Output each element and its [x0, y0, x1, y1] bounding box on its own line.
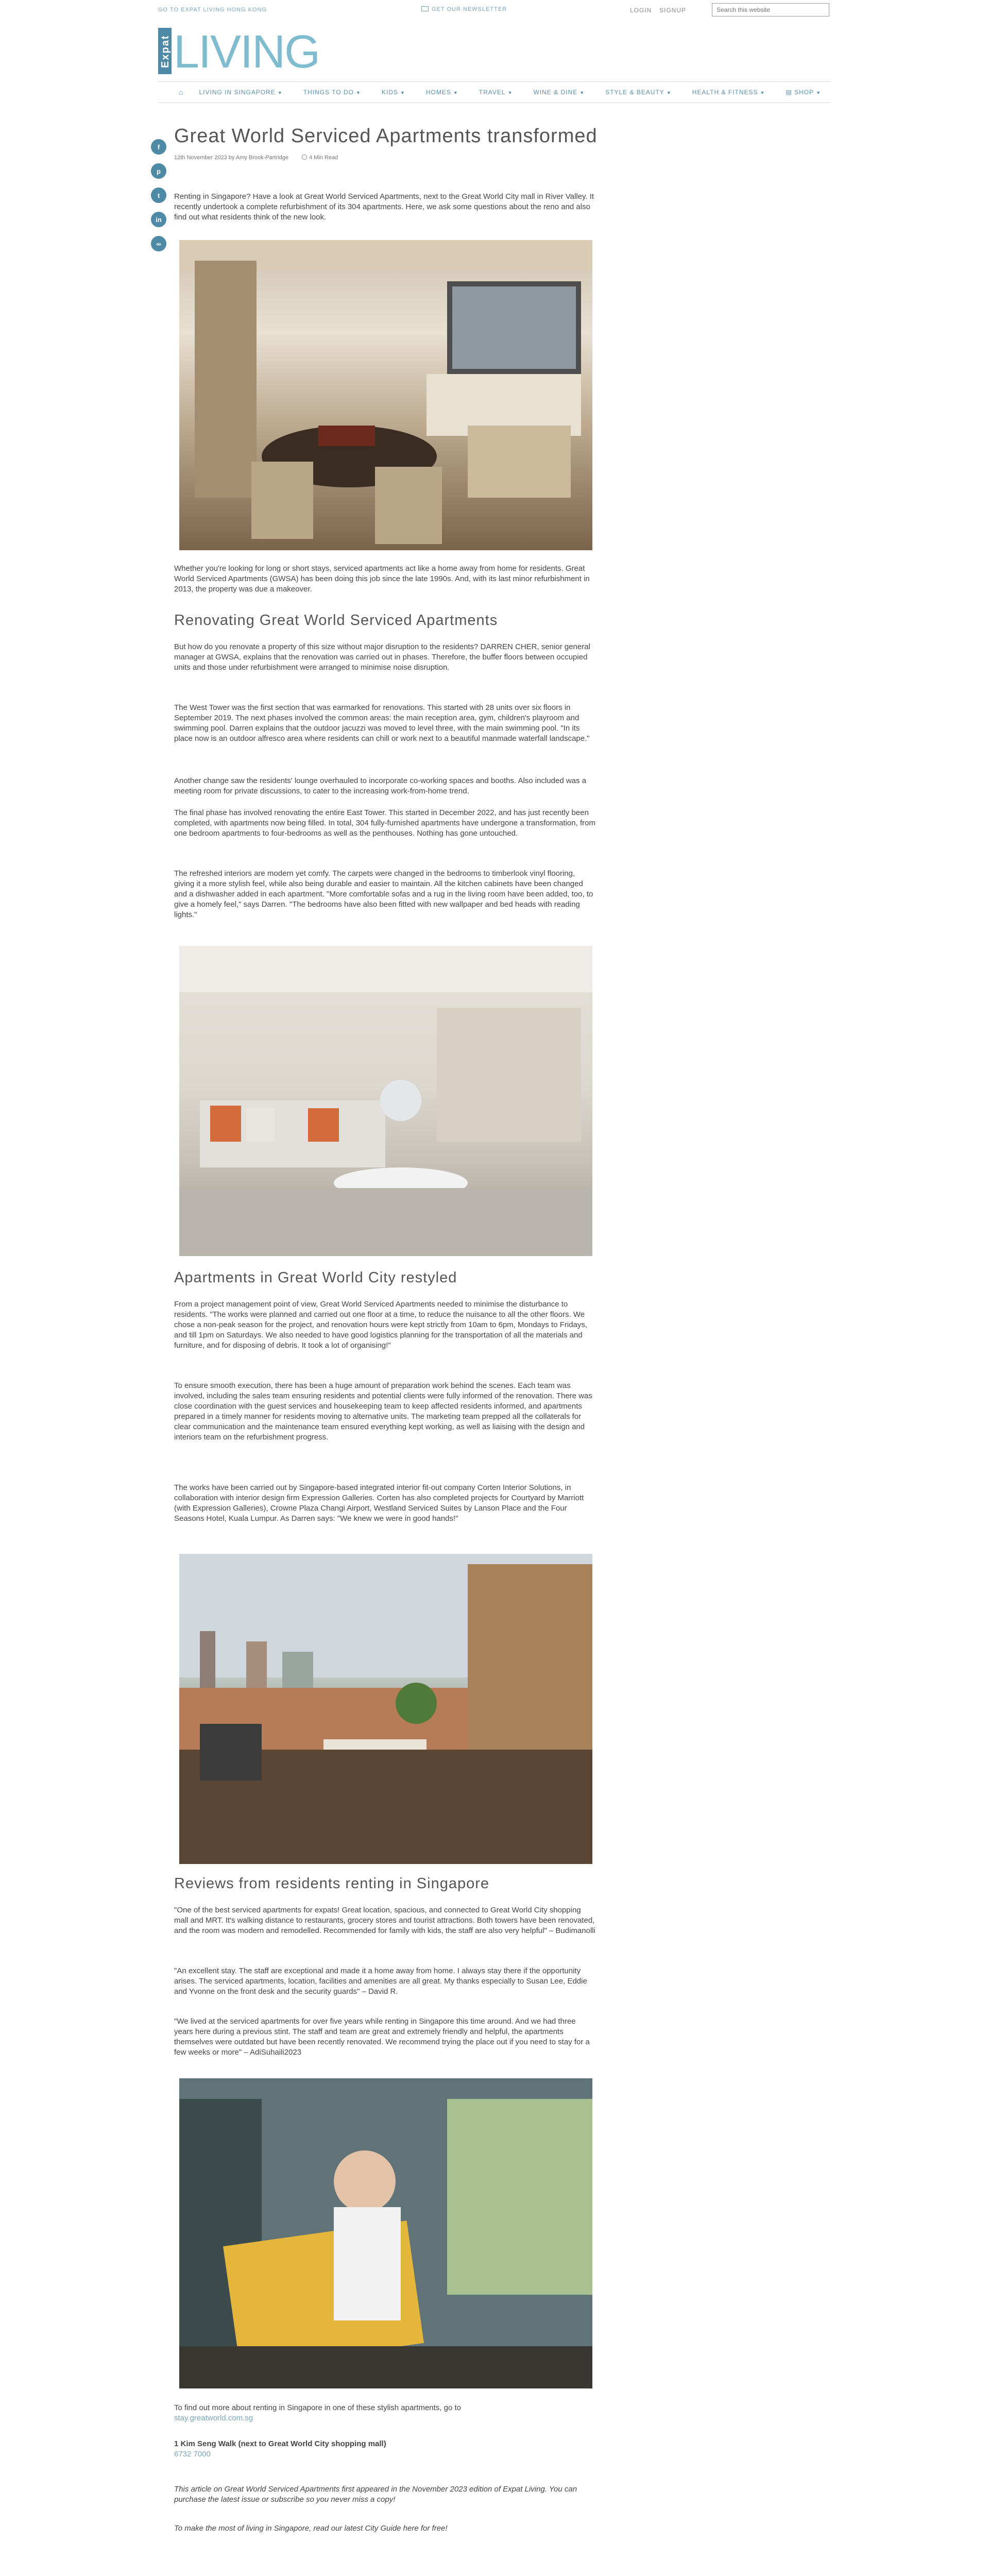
nav-item-style[interactable]: [595, 89, 682, 96]
chevron-down-icon: ▼: [453, 90, 458, 95]
clock-icon: [302, 155, 307, 160]
nav-item-shop[interactable]: [775, 89, 831, 96]
linkedin-icon[interactable]: in: [151, 212, 166, 227]
top-bar: [0, 0, 989, 21]
nav-item-living[interactable]: [189, 89, 293, 96]
site-logo[interactable]: [158, 23, 320, 79]
review: "We lived at the serviced apartments for over five years while renting in Singapore this time around. And we had three years here during a previous stint. The staff and team are great and extremely friendly and helpful, the apartments themselves were outdated but have been recently renovated. We recommend trying the place out if you need to stay for a few weeks or more" – AdiSuhaili2023: [174, 2017, 590, 2057]
chevron-down-icon: ▼: [760, 90, 765, 95]
nav-item-label: SHOP: [794, 89, 814, 96]
chevron-down-icon: ▼: [277, 90, 283, 95]
share-bar: [151, 139, 167, 260]
paragraph: Whether you're looking for long or short stays, serviced apartments act like a home away from home for residents. Great World Serviced Apartments (GWSA) has been doing this job since the late 1990s. And, with its last minor refurbishment in 2013, the property was due a makeover.: [174, 564, 590, 594]
article-title: Great World Serviced Apartments transformed: [174, 125, 598, 147]
main-nav: [158, 81, 831, 103]
phone-link[interactable]: 6732 7000: [174, 2450, 211, 2459]
search-input[interactable]: [712, 3, 829, 16]
outdoor-terrace-photo: [179, 1554, 592, 1864]
review: "One of the best serviced apartments for expats! Great location, spacious, and connected to Great World City shopping mall and MRT. It's walking distance to restaurants, grocery stores and tourist attractions. Both towers have been renovated, and the room was modern and remodelled. Recommended for family with kids, the staff are also very helpful" – Budimanolli: [174, 1906, 595, 1935]
signup-link[interactable]: SIGNUP: [659, 7, 687, 14]
chevron-down-icon: ▼: [400, 90, 405, 95]
article-meta: [174, 155, 599, 161]
chevron-down-icon: ▼: [507, 90, 513, 95]
nav-item-label: WINE & DINE: [533, 89, 578, 96]
logo-expat-text: Expat: [160, 35, 171, 68]
nav-item-label: HOMES: [425, 89, 451, 96]
website-link[interactable]: stay.greatworld.com.sg: [174, 2414, 253, 2422]
section-heading-restyle: Apartments in Great World City restyled: [174, 1269, 457, 1286]
chevron-down-icon: ▼: [816, 90, 822, 95]
nav-item-label: LIVING IN SINGAPORE: [199, 89, 276, 96]
read-time-label: 4 Min Read: [309, 155, 338, 161]
nav-item-label: STYLE & BEAUTY: [605, 89, 664, 96]
nav-item-label: TRAVEL: [479, 89, 506, 96]
find-out-text: To find out more about renting in Singapore in one of these stylish apartments, go to: [174, 2403, 462, 2412]
nav-item-kids[interactable]: [371, 89, 416, 96]
playroom-illustration: [179, 2078, 592, 2388]
nav-home[interactable]: [158, 88, 189, 96]
twitter-icon[interactable]: t: [151, 188, 166, 203]
article: [174, 124, 599, 161]
nav-item-health[interactable]: [682, 89, 776, 96]
intro-paragraph: Renting in Singapore? Have a look at Great World Serviced Apartments, next to the Great World City mall in River Valley. It recently undertook a complete refurbishment of its 304 apartments. Here, we ask some questions about the reno and also find out what residents think of the new look.: [174, 192, 594, 222]
paragraph: From a project management point of view, Great World Serviced Apartments needed to minimise the disturbance to residents. "The works were planned and carried out one floor at a time, to reduce the nuisance to all the other floors. We chose a non-peak season for the project, and renovation hours were kept strictly from 10am to 6pm, Mondays to Fridays, and till 1pm on Saturdays. We also needed to have good logistics planning for the transportation of all the materials and furniture, and for disposing of debris. It took a lot of organising!": [174, 1300, 588, 1350]
paragraph: But how do you renovate a property of this size without major disruption to the residents? DARREN CHER, senior general manager at GWSA, explains that the renovation was carried out in phases. Therefore, the buffer floors between occupied units and those under refurbishment were arranged to minimise noise disruption.: [174, 642, 590, 672]
nav-item-things[interactable]: [293, 89, 371, 96]
living-room-photo: [179, 946, 592, 1256]
paragraph: Another change saw the residents' lounge overhauled to incorporate co-working spaces and booths. Also included was a meeting room for private discussions, to cater to the increasing work-from-home trend.: [174, 776, 587, 795]
home-icon: ⌂: [179, 88, 184, 96]
nav-item-wine[interactable]: [523, 89, 595, 96]
apartment-dining-photo: [179, 240, 592, 550]
facebook-icon[interactable]: f: [151, 139, 166, 155]
address: 1 Kim Seng Walk (next to Great World City shopping mall): [174, 2439, 386, 2448]
login-link[interactable]: LOGIN: [630, 7, 652, 14]
paragraph: The refreshed interiors are modern yet comfy. The carpets were changed in the bedrooms to timberlook vinyl flooring, giving it a more stylish feel, while also being durable and easier to maintain. All the kitchen cabinets have been changed and a dishwasher added in each apartment. "More comfortable sofas and a rug in the living room have been added, too, to give a homely feel," says Darren. "The bedrooms have also been fitted with new wallpaper and bed heads with reading lights.": [174, 869, 593, 919]
terrace-illustration: [179, 1554, 592, 1864]
section-heading-reviews: Reviews from residents renting in Singapore: [174, 1875, 489, 1892]
nav-item-label: THINGS TO DO: [303, 89, 354, 96]
chevron-down-icon: ▼: [579, 90, 585, 95]
section-heading-reno: Renovating Great World Serviced Apartments: [174, 612, 498, 629]
paragraph: The works have been carried out by Singapore-based integrated interior fit-out company Corten Interior Solutions, in collaboration with interior design firm Expression Galleries. Corten has also completed projects for Courtyard by Marriott (with Expression Galleries), Crowne Plaza Changi Airport, Westland Serviced Suites by Lanson Place and the Four Seasons Hotel, Kuala Lumpur. As Darren says: "We knew we were in good hands!": [174, 1483, 584, 1523]
review: "An excellent stay. The staff are exceptional and made it a home away from home. I always stay there if the opportunity arises. The serviced apartments, location, facilities and amenities are all great. My thanks especially to Susan Lee, Eddie and Yvonne on the front desk and the security guards" – David R.: [174, 1967, 587, 1996]
mail-icon: [421, 6, 429, 11]
living-room-illustration: [179, 946, 592, 1256]
paragraph: To ensure smooth execution, there has been a huge amount of preparation work behind the scenes. Each team was involved, including the sales team ensuring residents and potential clients were fully informed of the renovation. There was close coordination with the guest services and housekeeping team to keep affected residents informed, and apartments prepared in a timely manner for residents moving to alternative units. The marketing team prepped all the collaterals for clear communication and the maintenance team ensured everything kept working, as well as liaising with the design and interiors team on the refurbishment progress.: [174, 1381, 592, 1442]
child-playroom-photo: [179, 2078, 592, 2388]
note-city-guide: To make the most of living in Singapore, read our latest City Guide here for free!: [174, 2524, 448, 2533]
logo-living-text: LIVING: [174, 26, 320, 78]
go-to-hk-link[interactable]: GO TO EXPAT LIVING HONG KONG: [158, 7, 267, 13]
nav-item-homes[interactable]: [416, 89, 469, 96]
logo-expat-block: [158, 28, 172, 74]
read-time: [302, 155, 338, 161]
article-date: 12th November 2023 by Amy Brook-Partridge: [174, 155, 288, 161]
nav-item-label: KIDS: [381, 89, 398, 96]
link-icon[interactable]: ∞: [151, 236, 166, 251]
dining-illustration: [179, 240, 592, 550]
note-subscribe: This article on Great World Serviced Apartments first appeared in the November 2023 edition of Expat Living. You can purchase the latest issue or subscribe so you never miss a copy!: [174, 2485, 577, 2504]
paragraph: The final phase has involved renovating the entire East Tower. This started in December 2022, and has just recently been completed, with apartments now being filled. In total, 304 fully-furnished apartments have undergone a transformation, from one bedroom apartments to four-bedrooms as well as the penthouses. Nothing has gone untouched.: [174, 808, 595, 838]
paragraph: The West Tower was the first section that was earmarked for renovations. This started with 28 units over six floors in September 2019. The next phases involved the common areas: the main reception area, gym, children's playroom and swimming pool. Darren explains that the outdoor jacuzzi was moved to level three, with the main swimming pool. "In its place now is an outdoor alfresco area where residents can chill or work next to a beautiful manmade waterfall landscape.": [174, 703, 590, 743]
newsletter-label: GET OUR NEWSLETTER: [432, 6, 507, 12]
chevron-down-icon: ▼: [666, 90, 672, 95]
pinterest-icon[interactable]: p: [151, 163, 166, 179]
newsletter-link[interactable]: [421, 6, 507, 12]
nav-item-label: HEALTH & FITNESS: [692, 89, 758, 96]
cart-icon: ▤: [786, 89, 795, 96]
chevron-down-icon: ▼: [356, 90, 361, 95]
nav-item-travel[interactable]: [469, 89, 523, 96]
